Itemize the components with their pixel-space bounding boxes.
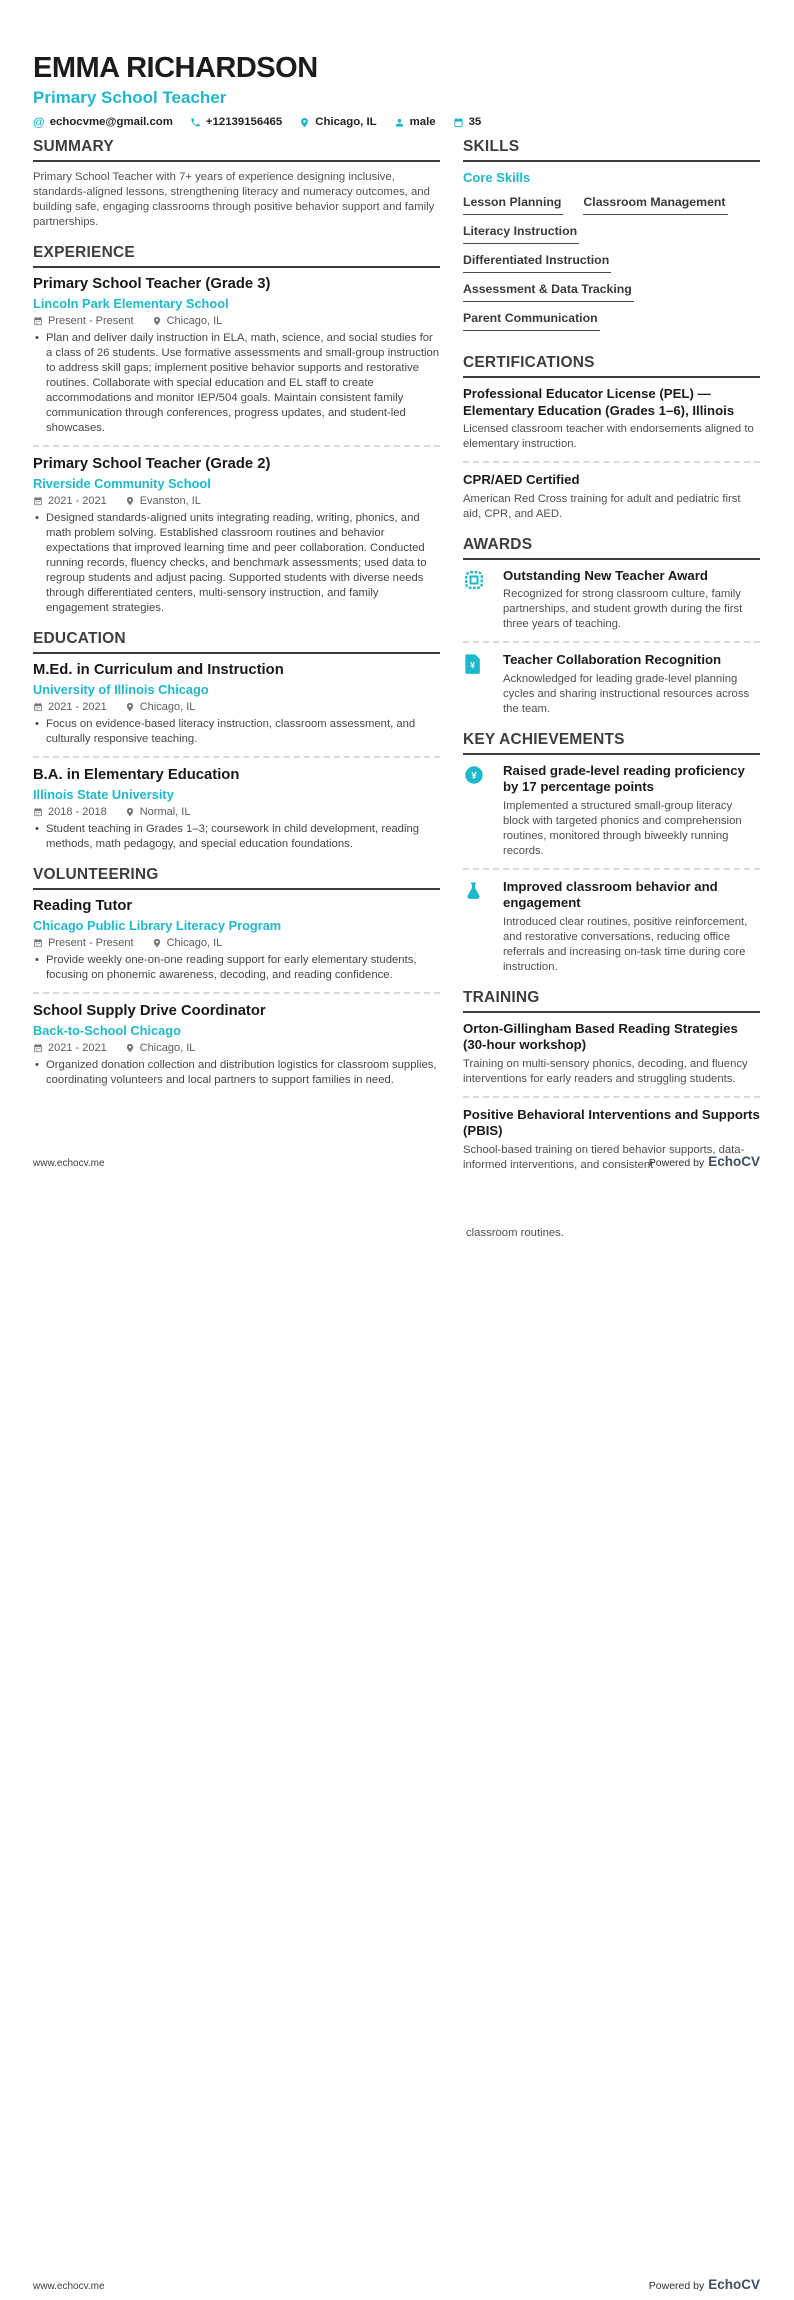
- experience-meta: [33, 495, 440, 507]
- education-location: Chicago, IL: [139, 701, 196, 713]
- certification-desc: American Red Cross training for adult and pediatric first aid, CPR, and AED.: [463, 492, 741, 520]
- location-pin-icon: [299, 117, 310, 128]
- education-degree: B.A. in Elementary Education: [33, 767, 240, 783]
- certification-name: CPR/AED Certified: [463, 472, 580, 487]
- skill-item: Lesson Planning: [463, 195, 563, 215]
- award-title: Teacher Collaboration Recognition: [503, 652, 722, 667]
- age-text: 35: [468, 116, 482, 128]
- education-meta: [33, 806, 440, 818]
- powered-by-text: Powered by: [648, 2280, 705, 2292]
- volunteering-meta: [33, 1042, 440, 1054]
- divider: [463, 641, 760, 643]
- certification-desc: Licensed classroom teacher with endorsements aligned to elementary instruction.: [463, 423, 754, 450]
- calendar-icon: [33, 807, 43, 817]
- powered-by-text: Powered by: [648, 1157, 705, 1169]
- phone-icon: [190, 117, 201, 128]
- footer-site-link[interactable]: www.echocv.me: [33, 1158, 105, 1169]
- skills-heading: SKILLS: [463, 139, 760, 162]
- location-pin-icon: [152, 938, 162, 948]
- volunteering-entry: [33, 898, 440, 983]
- location-pin-icon: [125, 1043, 135, 1053]
- certification-entry: [463, 386, 760, 452]
- award-entry: [463, 652, 760, 717]
- divider: [463, 1096, 760, 1098]
- location-pin-icon: [125, 496, 135, 506]
- job-title: Primary School Teacher: [33, 88, 227, 107]
- location-text: Chicago, IL: [315, 116, 377, 128]
- education-school: University of Illinois Chicago: [33, 682, 209, 697]
- training-desc: School-based training on tiered behavior supports, data-informed interventions, and consistent: [463, 1143, 745, 1171]
- experience-bullet: • Designed standards-aligned units integrating reading, writing, phonics, and math problem solving. Established classroom routines and behavior expectations that improved learning time and peer collaboration. Conducted running records, fluency checks, and benchmark assessments; used data to regroup students and adjust pacing. Supported students with diverse needs through differentiated centers, multi-sensory instruction, and family engagement strategies.: [33, 511, 440, 616]
- summary-text: Primary School Teacher with 7+ years of experience designing inclusive, standards-aligned lessons, strengthening literacy and numeracy outcomes, and building safe, engaging classrooms through positive behavior support and family partnerships.: [33, 171, 435, 228]
- powered-by: [649, 2277, 760, 2292]
- volunteering-role: Reading Tutor: [33, 898, 133, 914]
- email-text: echocvme@gmail.com: [49, 116, 173, 128]
- education-dates: 2018 - 2018: [48, 806, 107, 818]
- divider: [33, 992, 440, 994]
- training-entry: [463, 1021, 760, 1087]
- footer-site-link[interactable]: www.echocv.me: [33, 2281, 105, 2292]
- contact-location: [299, 116, 376, 128]
- experience-location: Chicago, IL: [166, 315, 223, 327]
- page-1: [0, 54, 794, 1177]
- volunteering-bullet: • Organized donation collection and distribution logistics for classroom supplies, coordinating volunteers and local partners to support families in need.: [33, 1058, 440, 1088]
- document-icon: [463, 652, 487, 717]
- contact-row: [33, 115, 760, 129]
- flask-icon: [463, 879, 487, 975]
- skill-item: Literacy Instruction: [463, 224, 579, 244]
- page-footer: [33, 2277, 760, 2292]
- education-meta: [33, 701, 440, 713]
- calendar-icon: [33, 316, 43, 326]
- education-bullet: • Focus on evidence-based literacy instruction, classroom assessment, and culturally responsive teaching.: [33, 717, 440, 747]
- brand-echocv[interactable]: EchoCV: [708, 2277, 760, 2292]
- person-icon: [394, 117, 405, 128]
- award-desc: Recognized for strong classroom culture, family partnerships, and student growth during the first three years of teaching.: [503, 588, 743, 630]
- skills-section: [463, 139, 760, 340]
- experience-org: Riverside Community School: [33, 476, 211, 491]
- award-desc: Acknowledged for leading grade-level planning cycles and sharing instructional resources across the team.: [503, 672, 750, 715]
- contact-gender: [394, 116, 436, 128]
- awards-heading: AWARDS: [463, 537, 760, 560]
- skill-item: Classroom Management: [583, 195, 727, 215]
- experience-meta: [33, 315, 440, 327]
- achievement-entry: [463, 763, 760, 859]
- education-degree: M.Ed. in Curriculum and Instruction: [33, 662, 284, 678]
- education-dates: 2021 - 2021: [48, 701, 107, 713]
- achievement-title: Raised grade-level reading proficiency by 17 percentage points: [503, 762, 745, 794]
- calendar-icon: [33, 938, 43, 948]
- brand-echocv[interactable]: EchoCV: [708, 1154, 760, 1169]
- experience-section: [33, 245, 440, 616]
- education-location: Normal, IL: [139, 806, 191, 818]
- divider: [463, 868, 760, 870]
- experience-dates: 2021 - 2021: [48, 495, 107, 507]
- volunteering-org: Back-to-School Chicago: [33, 1023, 181, 1038]
- certification-name: Professional Educator License (PEL) — Elementary Education (Grades 1–6), Illinois: [463, 386, 735, 418]
- experience-org: Lincoln Park Elementary School: [33, 296, 229, 311]
- achievement-entry: [463, 879, 760, 975]
- skills-list: [463, 195, 760, 340]
- education-section: [33, 631, 440, 852]
- svg-text:¥: ¥: [470, 660, 475, 671]
- education-school: Illinois State University: [33, 787, 174, 802]
- calendar-icon: [33, 496, 43, 506]
- volunteering-role: School Supply Drive Coordinator: [33, 1003, 266, 1019]
- powered-by: [649, 1154, 760, 1169]
- calendar-icon: [33, 1043, 43, 1053]
- certifications-heading: CERTIFICATIONS: [463, 355, 760, 378]
- volunteering-bullet: • Provide weekly one-on-one reading support for early elementary students, focusing on phonemic awareness, decoding, and reading confidence.: [33, 953, 440, 983]
- volunteering-heading: VOLUNTEERING: [33, 867, 440, 890]
- resume-document: [0, 54, 794, 2300]
- skills-group-label: Core Skills: [463, 170, 531, 185]
- page-2: [0, 1177, 794, 2300]
- calendar-icon: [33, 702, 43, 712]
- experience-role: Primary School Teacher (Grade 3): [33, 276, 271, 292]
- coin-icon: [463, 763, 487, 859]
- experience-heading: EXPERIENCE: [33, 245, 440, 268]
- candidate-name: EMMA RICHARDSON: [33, 52, 318, 84]
- experience-bullet: • Plan and deliver daily instruction in ELA, math, science, and social studies for a class of 26 students. Use formative assessments and small-group instruction to address skill gaps; implement positive behavior supports and restorative routines. Collaborate with special education and EL staff to create accommodations and monitor IEP/504 goals. Maintain consistent family communication through conferences, progress updates, and student-led showcases.: [33, 331, 440, 436]
- volunteering-meta: [33, 937, 440, 949]
- svg-text:¥: ¥: [471, 769, 477, 781]
- achievement-desc: Implemented a structured small-group literacy block with targeted phonics and comprehension routines, monitored through biweekly running records.: [503, 799, 742, 857]
- award-title: Outstanding New Teacher Award: [503, 567, 708, 583]
- phone-text: +12139156465: [205, 116, 283, 128]
- experience-dates: Present - Present: [48, 315, 134, 327]
- certification-entry: [463, 472, 760, 522]
- volunteering-dates: 2021 - 2021: [48, 1042, 107, 1054]
- contact-age: [453, 116, 482, 128]
- location-pin-icon: [152, 316, 162, 326]
- divider: [33, 445, 440, 447]
- training-name: Positive Behavioral Interventions and Supports (PBIS): [463, 1106, 760, 1138]
- experience-entry: [33, 456, 440, 616]
- training-section: [463, 990, 760, 1173]
- certifications-section: [463, 355, 760, 522]
- page-footer: [33, 1154, 760, 1169]
- seal-icon: [463, 568, 487, 633]
- training-heading: TRAINING: [463, 990, 760, 1013]
- resume-header: [33, 54, 760, 129]
- volunteering-dates: Present - Present: [48, 937, 134, 949]
- location-pin-icon: [125, 702, 135, 712]
- training-name: Orton-Gillingham Based Reading Strategies (30-hour workshop): [463, 1020, 738, 1052]
- divider: [463, 461, 760, 463]
- volunteering-location: Chicago, IL: [166, 937, 223, 949]
- experience-role: Primary School Teacher (Grade 2): [33, 456, 271, 472]
- contact-phone[interactable]: [190, 116, 282, 128]
- skill-item: Assessment & Data Tracking: [463, 282, 634, 302]
- gender-text: male: [409, 116, 436, 128]
- contact-email[interactable]: [33, 115, 173, 129]
- volunteering-section: [33, 867, 440, 1088]
- skill-item: Differentiated Instruction: [463, 253, 611, 273]
- volunteering-entry: [33, 1003, 440, 1088]
- achievements-section: [463, 732, 760, 975]
- award-entry: [463, 568, 760, 633]
- summary-section: [33, 139, 440, 230]
- divider: [33, 756, 440, 758]
- training-desc: Training on multi-sensory phonics, decoding, and fluency interventions for early readers and struggling students.: [463, 1057, 748, 1085]
- volunteering-location: Chicago, IL: [139, 1042, 196, 1054]
- summary-heading: SUMMARY: [33, 139, 440, 162]
- at-icon: @: [33, 115, 45, 129]
- experience-entry: [33, 276, 440, 436]
- achievement-title: Improved classroom behavior and engagement: [503, 878, 718, 910]
- education-heading: EDUCATION: [33, 631, 440, 654]
- achievements-heading: KEY ACHIEVEMENTS: [463, 732, 760, 755]
- training-overflow-text: classroom routines.: [466, 1227, 564, 1239]
- achievement-desc: Introduced clear routines, positive reinforcement, and restorative conversations, reducing office referrals and increasing on-task time during core instruction.: [503, 915, 748, 973]
- skill-item: Parent Communication: [463, 311, 600, 331]
- education-entry: [33, 767, 440, 852]
- awards-section: [463, 537, 760, 717]
- location-pin-icon: [125, 807, 135, 817]
- calendar-icon: [453, 117, 464, 128]
- education-entry: [33, 662, 440, 747]
- volunteering-org: Chicago Public Library Literacy Program: [33, 918, 282, 933]
- experience-location: Evanston, IL: [139, 495, 201, 507]
- education-bullet: • Student teaching in Grades 1–3; coursework in child development, reading methods, math pedagogy, and special education foundations.: [33, 822, 440, 852]
